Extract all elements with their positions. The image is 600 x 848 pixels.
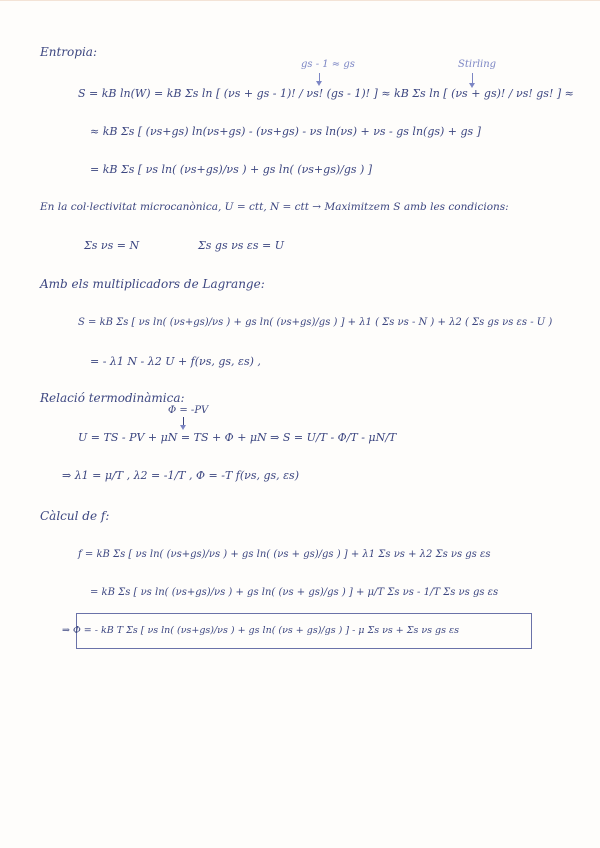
equation-entropy-3: = kB Σs [ νs ln( (νs+gs)/νs ) + gs ln( (νs+gs)/gs ) ] [90, 163, 373, 176]
equation-entropy-2: ≈ kB Σs [ (νs+gs) ln(νs+gs) - (νs+gs) - νs ln(νs) + νs - gs ln(gs) + gs ] [90, 125, 481, 138]
section-title-relacio: Relació termodinàmica: [40, 391, 185, 405]
equation-f-1: f = kB Σs [ νs ln( (νs+gs)/νs ) + gs ln( (νs + gs)/gs ) ] + λ1 Σs νs + λ2 Σs νs gs εs [78, 549, 491, 560]
note-stirling: Stirling [458, 59, 497, 70]
equation-phi-result: ⇒ Φ = - kB T Σs [ νs ln( (νs+gs)/νs ) + gs ln( (νs + gs)/gs ) ] - μ Σs νs + Σs νs gs εs [62, 625, 459, 636]
equation-lagrange-2: = - λ1 N - λ2 U + f(νs, gs, εs) , [90, 355, 261, 368]
equation-thermo-2: ⇒ λ1 = μ/T , λ2 = -1/T , Φ = -T f(νs, gs, εs) [62, 469, 299, 482]
equation-entropy-1: S = kB ln(W) = kB Σs ln [ (νs + gs - 1)! / νs! (gs - 1)! ] ≈ kB Σs ln [ (νs + gs)! / νs! gs! ] ≈ [78, 87, 574, 100]
section-title-calcul: Càlcul de f: [40, 509, 110, 523]
note-stirling-arrow [472, 73, 473, 85]
constraint-energy: Σs gs νs εs = U [198, 239, 284, 252]
note-gs-approx: gs - 1 ≈ gs [301, 59, 355, 70]
section-title-entropia: Entropia: [40, 45, 97, 59]
note-phi-arrow [183, 417, 184, 427]
constraint-particles: Σs νs = N [84, 239, 140, 252]
section-text-microcanonic: En la col·lectivitat microcanònica, U = ctt, N = ctt → Maximitzem S amb les condicions: [40, 201, 509, 213]
note-gs-arrow [319, 73, 320, 83]
equation-f-2: = kB Σs [ νs ln( (νs+gs)/νs ) + gs ln( (νs + gs)/gs ) ] + μ/T Σs νs - 1/T Σs νs gs εs [90, 587, 499, 598]
equation-lagrange-1: S = kB Σs [ νs ln( (νs+gs)/νs ) + gs ln( (νs+gs)/gs ) ] + λ1 ( Σs νs - N ) + λ2 ( Σs gs νs εs - U ) [78, 317, 553, 328]
equation-thermo-1: U = TS - PV + μN = TS + Φ + μN ⇒ S = U/T - Φ/T - μN/T [78, 431, 397, 444]
note-phi-pv: Φ = -PV [168, 405, 209, 416]
section-title-lagrange: Amb els multiplicadors de Lagrange: [40, 277, 265, 291]
